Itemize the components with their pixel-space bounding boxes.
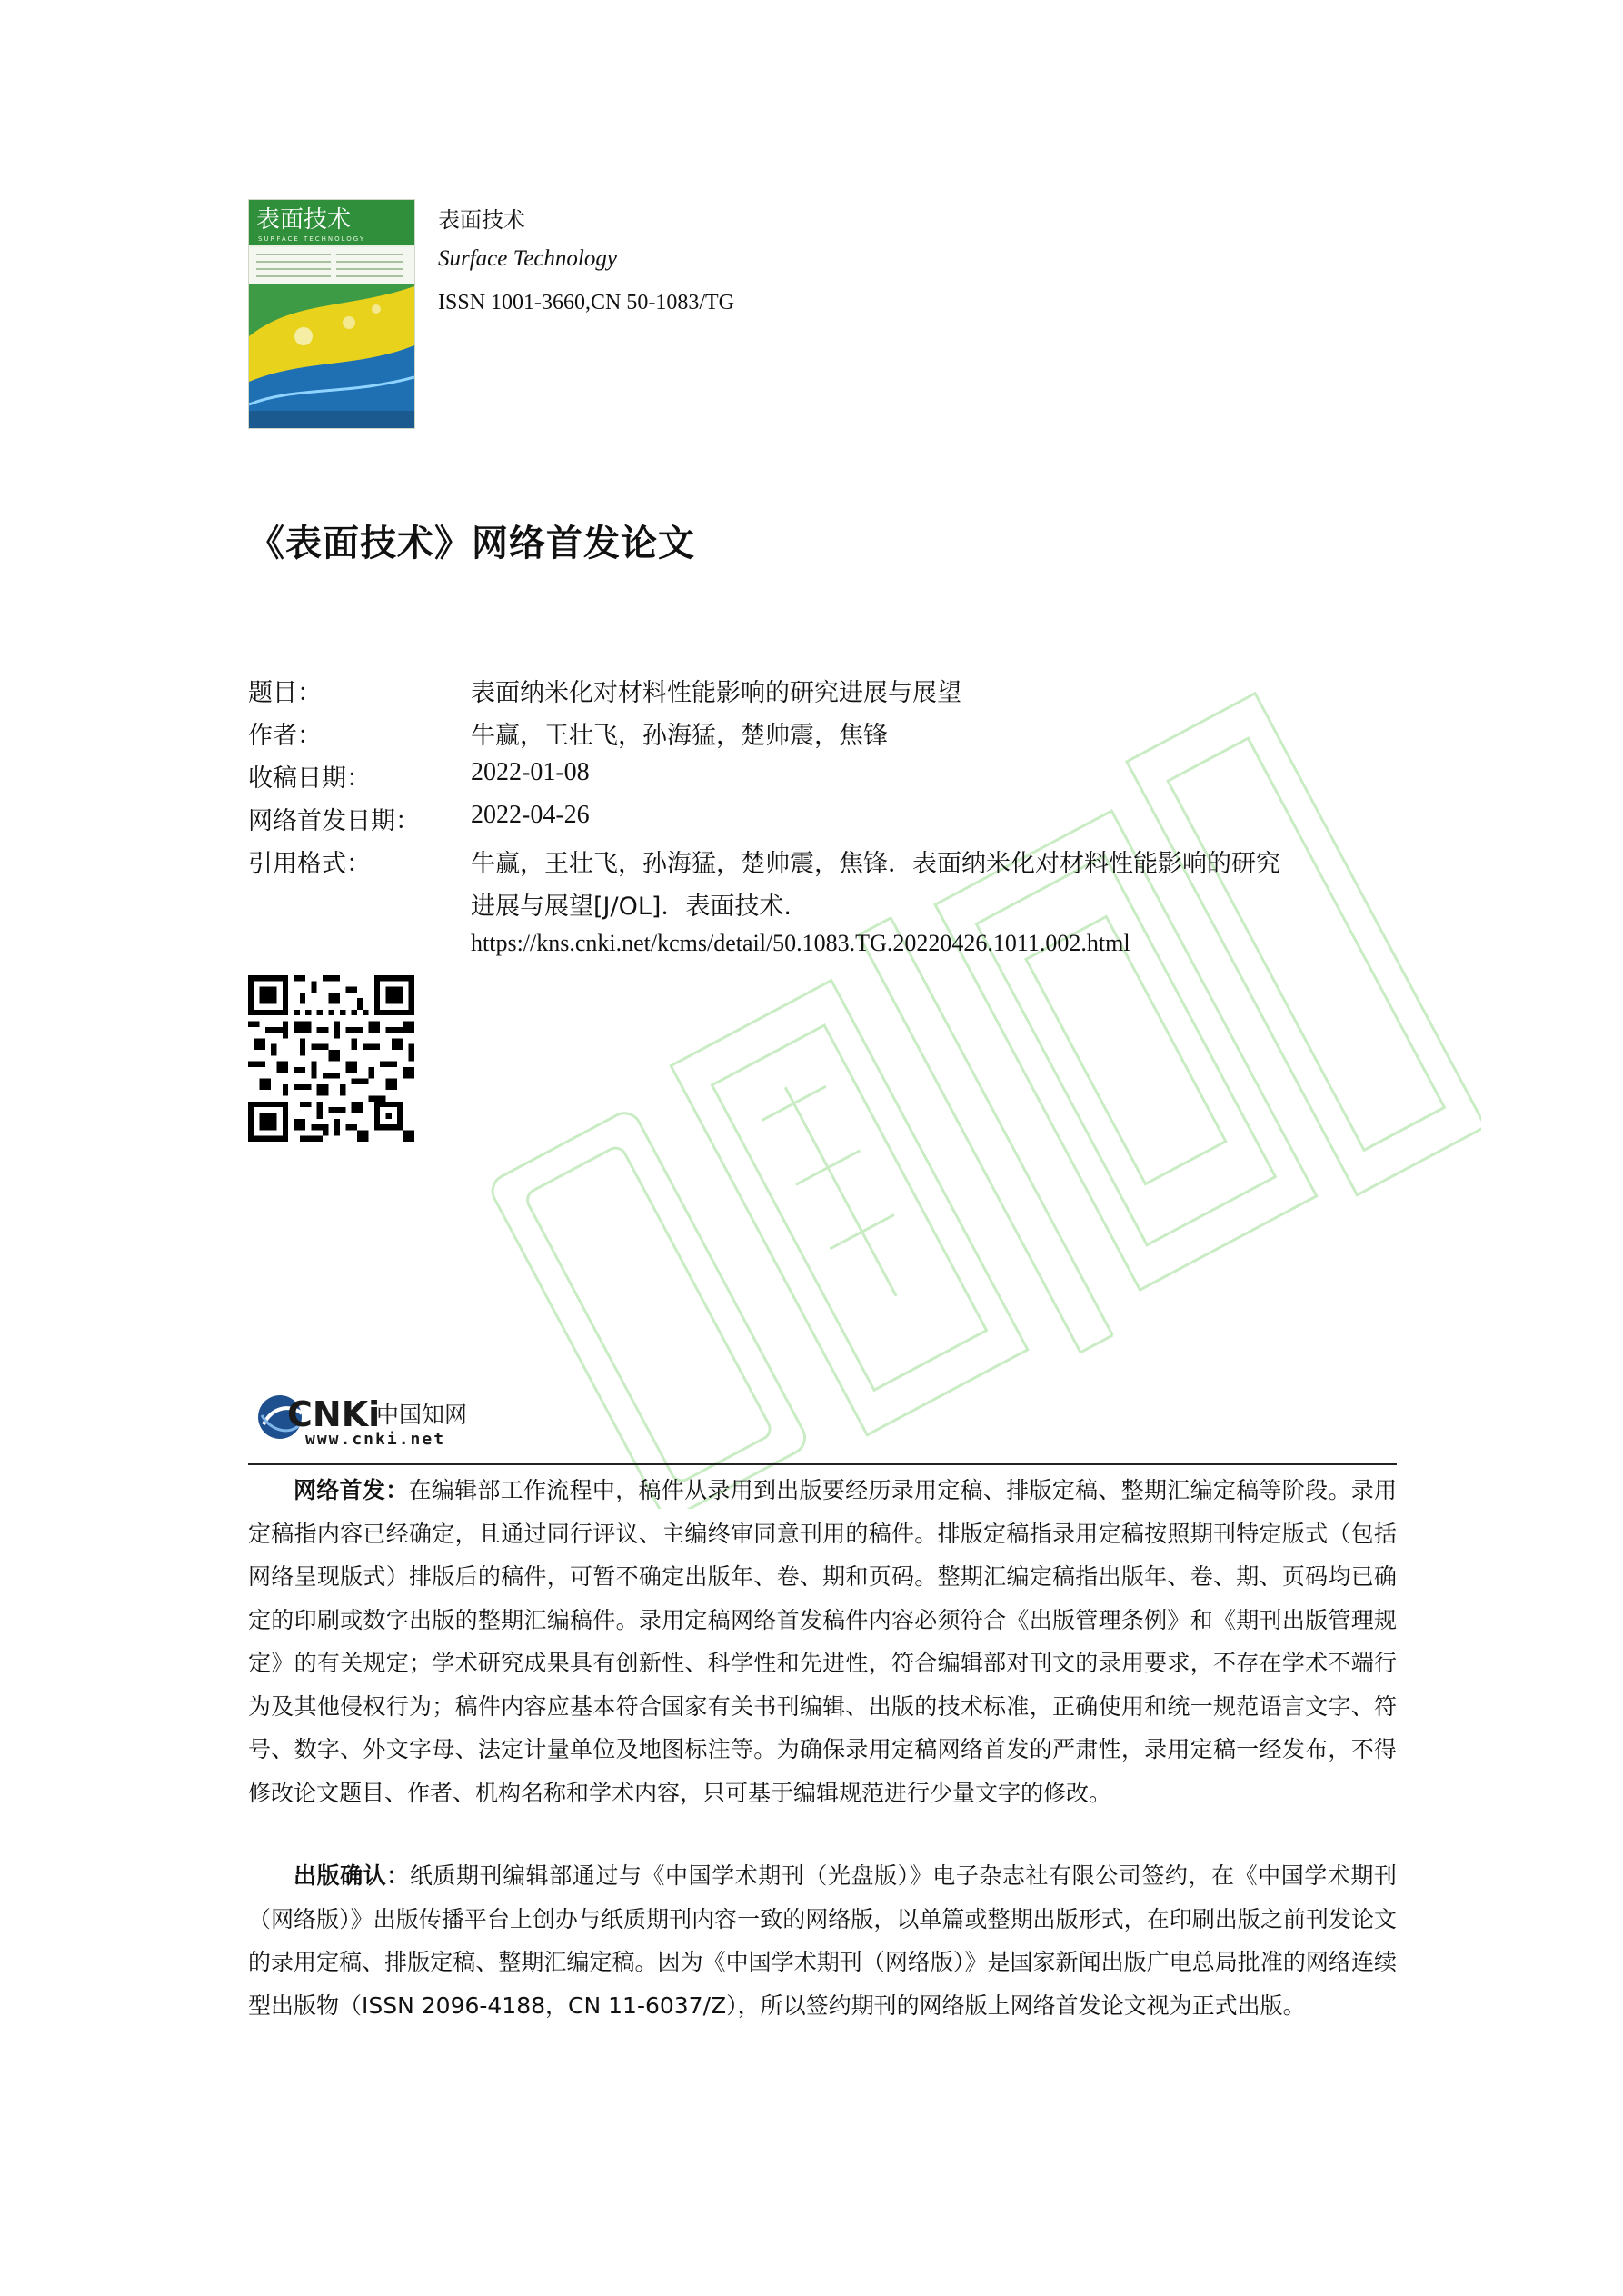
citation-text-continued: 进展与展望[J/OL]．表面技术. bbox=[471, 893, 792, 921]
journal-name-cn: 表面技术 bbox=[438, 207, 525, 233]
journal-cover-image bbox=[248, 199, 415, 429]
title-label: 题目： bbox=[248, 679, 322, 707]
svg-text:CNKi: CNKi bbox=[287, 1394, 381, 1434]
received-date: 2022-01-08 bbox=[471, 758, 590, 786]
online-date: 2022-04-26 bbox=[471, 801, 590, 829]
online-date-label: 网络首发日期： bbox=[248, 807, 420, 835]
received-date-label: 收稿日期： bbox=[248, 764, 371, 793]
publication-confirmation-heading: 出版确认： bbox=[294, 1862, 410, 1889]
online-first-body: 在编辑部工作流程中，稿件从录用到出版要经历录用定稿、排版定稿、整期汇编定稿等阶段。录用定稿指内容已经确定，且通过同行评议、主编终审同意刊用的稿件。排版定稿指录用定稿按照期刊特定版式（包括网络呈现版式）排版后的稿件，可暂不确定出版年、卷、期和页码。整期汇编定稿指出版年、卷、期、页码均已确定的印刷或数字出版的整期汇编稿件。录用定稿网络首发稿件内容必须符合《出版管理条例》和《期刊出版管理规定》的有关规定；学术研究成果具有创新性、科学性和先进性，符合编辑部对刊文的录用要求，不存在学术不端行为及其他侵权行为；稿件内容应基本符合国家有关书刊编辑、出版的技术标准，正确使用和统一规范语言文字、符号、数字、外文字母、法定计量单位及地图标注等。为确保录用定稿网络首发的严肃性，录用定稿一经发布，不得修改论文题目、作者、机构名称和学术内容，只可基于编辑规范进行少量文字的修改。 bbox=[248, 1477, 1397, 1806]
online-first-heading: 网络首发： bbox=[294, 1477, 409, 1503]
journal-name-en: Surface Technology bbox=[438, 246, 617, 271]
svg-text:中国知网: 中国知网 bbox=[376, 1402, 468, 1428]
online-first-notice bbox=[248, 1469, 1397, 1814]
citation-text: 牛赢，王壮飞，孙海猛，楚帅震，焦锋．表面纳米化对材料性能影响的研究 bbox=[471, 850, 1280, 878]
citation-url-link[interactable]: https://kns.cnki.net/kcms/detail/50.1083.TG.20220426.1011.002.html bbox=[471, 930, 1130, 956]
cnki-logo bbox=[254, 1388, 491, 1450]
section-divider bbox=[248, 1463, 1397, 1465]
page-title: 《表面技术》网络首发论文 bbox=[248, 523, 695, 564]
qr-code-image bbox=[248, 975, 414, 1142]
svg-text:表面技术: 表面技术 bbox=[256, 206, 352, 234]
paper-title: 表面纳米化对材料性能影响的研究进展与展望 bbox=[471, 679, 961, 707]
citation-label: 引用格式： bbox=[248, 850, 371, 878]
publication-confirmation-body: 纸质期刊编辑部通过与《中国学术期刊（光盘版）》电子杂志社有限公司签约，在《中国学术期刊（网络版）》出版传播平台上创办与纸质期刊内容一致的网络版，以单篇或整期出版形式，在印刷出版之前刊发论文的录用定稿、排版定稿、整期汇编定稿。因为《中国学术期刊（网络版）》是国家新闻出版广电总局批准的网络连续型出版物（ISSN 2096-4188，CN 11-6037/Z），所以签约期刊的网络版上网络首发论文视为正式出版。 bbox=[248, 1862, 1397, 2019]
publication-confirmation-notice bbox=[248, 1854, 1397, 2027]
svg-text:www.cnki.net: www.cnki.net bbox=[305, 1430, 446, 1449]
paper-authors: 牛赢，王壮飞，孙海猛，楚帅震，焦锋 bbox=[471, 722, 888, 750]
authors-label: 作者： bbox=[248, 722, 322, 750]
journal-issn: ISSN 1001-3660,CN 50-1083/TG bbox=[438, 291, 735, 314]
svg-text:SURFACE TECHNOLOGY: SURFACE TECHNOLOGY bbox=[258, 235, 366, 243]
